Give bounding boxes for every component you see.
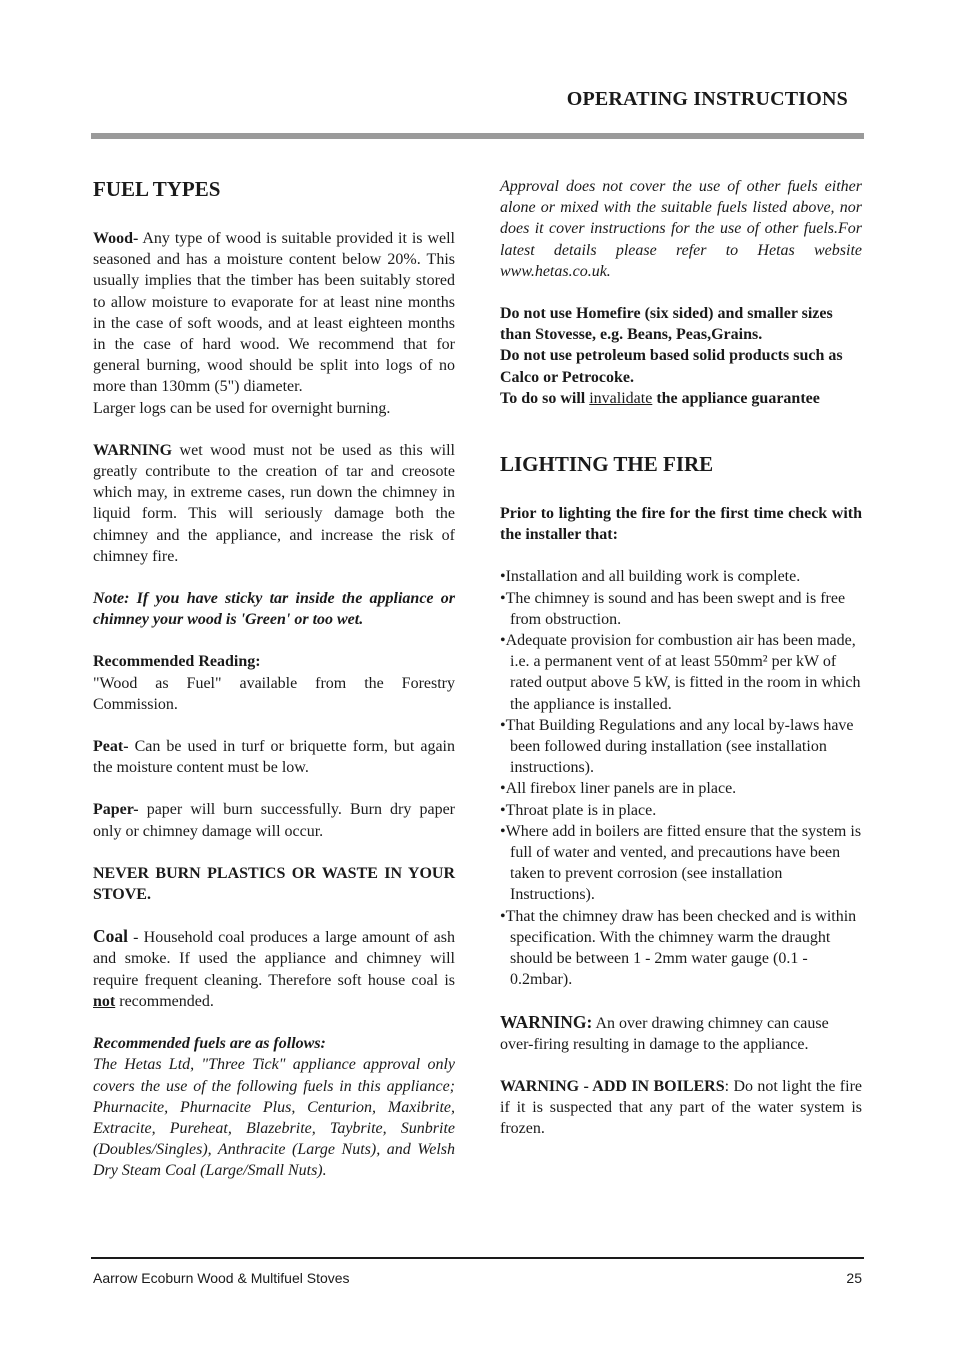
coal-text-2: recommended. (115, 992, 214, 1010)
list-item: •Where add in boilers are fitted ensure that the system is full of water and vented, and precautions have been taken to prevent corrosion (see installation Instructions). (500, 822, 862, 904)
list-item: •Throat plate is in place. (500, 801, 657, 819)
coal-not: not (93, 992, 116, 1010)
peat-paragraph (93, 736, 455, 778)
fuel-types-heading: FUEL TYPES (93, 177, 221, 201)
list-item: •Installation and all building work is complete. (500, 568, 801, 586)
page-number: 25 (846, 1270, 862, 1286)
peat-label: Peat- (93, 738, 129, 756)
coal-paragraph (93, 926, 455, 1012)
approval-text: Approval does not cover the use of other fuels either alone or mixed with the suitable fuels listed above, nor does it cover instructions for the use of other fuels.For latest details please refer to Hetas website www.hetas.co.uk. (500, 178, 862, 280)
larger-logs-text: Larger logs can be used for overnight burning. (93, 399, 391, 417)
list-item: •That Building Regulations and any local by-laws have been followed during installation (see installation instructions). (500, 716, 854, 777)
coal-label: Coal (93, 926, 128, 947)
list-item: •The chimney is sound and has been swept and is free from obstruction. (500, 589, 846, 628)
coal-text-1: - Household coal produces a large amount of ash and smoke. If used the appliance and chimney will require frequent cleaning. Therefore soft house coal is (93, 929, 455, 989)
invalidate-word: invalidate (589, 389, 653, 407)
page-header-title: OPERATING INSTRUCTIONS (566, 88, 848, 110)
footer-divider (91, 1257, 864, 1259)
list-item: •That the chimney draw has been checked and is within specification. With the chimney warm the draught should be between 1 - 2mm water gauge (0.1 - 0.2mbar). (500, 907, 857, 989)
over-drawing-warning (500, 1012, 862, 1055)
prior-to-lighting: Prior to lighting the fire for the first time check with the installer that: (500, 505, 862, 544)
wood-text: Any type of wood is suitable provided it is well seasoned and has a moisture content below 20%. This usually implies that the timber has been suitably stored to allow moisture to evaporate for at least nine months in the case of soft woods, and at least eighteen months in the case of hard wood. We recommend that for general burning, wood should be split into logs of no more than 130mm (5") diameter. (93, 230, 455, 396)
recommended-fuels-text: The Hetas Ltd, "Three Tick" appliance approval only covers the use of the following fuels in this appliance; Phurnacite, Phurnacite Plus, Centurion, Maxibrite, Extracite, Pureheat, Blazebrite, Taybrite, Sunbrite (Doubles/Singles), Anthracite (Large Nuts), and Welsh Dry Steam Coal (Large/Small Nuts). (93, 1056, 455, 1180)
guarantee-text-1: To do so will (500, 389, 590, 407)
guarantee-warning (500, 388, 862, 409)
reading-label: Recommended Reading: (93, 653, 261, 671)
list-item: •All firebox liner panels are in place. (500, 780, 737, 798)
boiler-warning (500, 1076, 862, 1140)
do-not-use-petroleum: Do not use petroleum based solid products such as Calco or Petrocoke. (500, 347, 843, 386)
paper-text: paper will burn successfully. Burn dry paper only or chimney damage will occur. (93, 801, 455, 840)
tar-note: Note: If you have sticky tar inside the appliance or chimney your wood is 'Green' or too wet. (93, 590, 455, 629)
left-column (93, 176, 455, 1182)
recommended-fuels-label: Recommended fuels are as follows: (93, 1035, 326, 1053)
warning-label: WARNING (93, 441, 173, 459)
wood-label: Wood- (93, 230, 139, 247)
do-not-use-homefire: Do not use Homefire (six sided) and smaller sizes than Stovesse, e.g. Beans, Peas,Grains. (500, 305, 833, 344)
paper-paragraph (93, 799, 455, 841)
boiler-warning-text: : Do not light the fire if it is suspected that any part of the water system is frozen. (500, 1077, 862, 1138)
wood-paragraph (93, 228, 455, 398)
warning-label: WARNING: (500, 1011, 593, 1032)
never-burn-warning: NEVER BURN PLASTICS OR WASTE IN YOUR STOVE. (93, 864, 455, 904)
warning-text: wet wood must not be used as this will greatly contribute to the creation of tar and creosote which may, in extreme cases, run down the chimney in liquid form. This will seriously damage both the chimney and the appliance, and increase the risk of chimney fire. (93, 441, 455, 565)
installer-checklist (500, 566, 862, 990)
lighting-heading: LIGHTING THE FIRE (500, 452, 714, 477)
list-item: •Adequate provision for combustion air has been made, i.e. a permanent vent of at least 550mm² per kW of rated output above 5 kW, is fitted in the room in which the appliance is installed. (500, 632, 861, 713)
guarantee-text-2: the appliance guarantee (652, 389, 820, 407)
header-divider (91, 133, 864, 139)
boiler-warning-label: WARNING - ADD IN BOILERS (500, 1077, 725, 1095)
peat-text: Can be used in turf or briquette form, but again the moisture content must be low. (93, 738, 455, 777)
reading-text: "Wood as Fuel" available from the Forestry Commission. (93, 674, 455, 713)
right-column (500, 176, 862, 1140)
paper-label: Paper- (93, 801, 139, 819)
warning-text: An over drawing chimney can cause over-firing resulting in damage to the appliance. (500, 1014, 829, 1053)
footer-title: Aarrow Ecoburn Wood & Multifuel Stoves (93, 1270, 350, 1286)
wet-wood-warning (93, 440, 455, 567)
